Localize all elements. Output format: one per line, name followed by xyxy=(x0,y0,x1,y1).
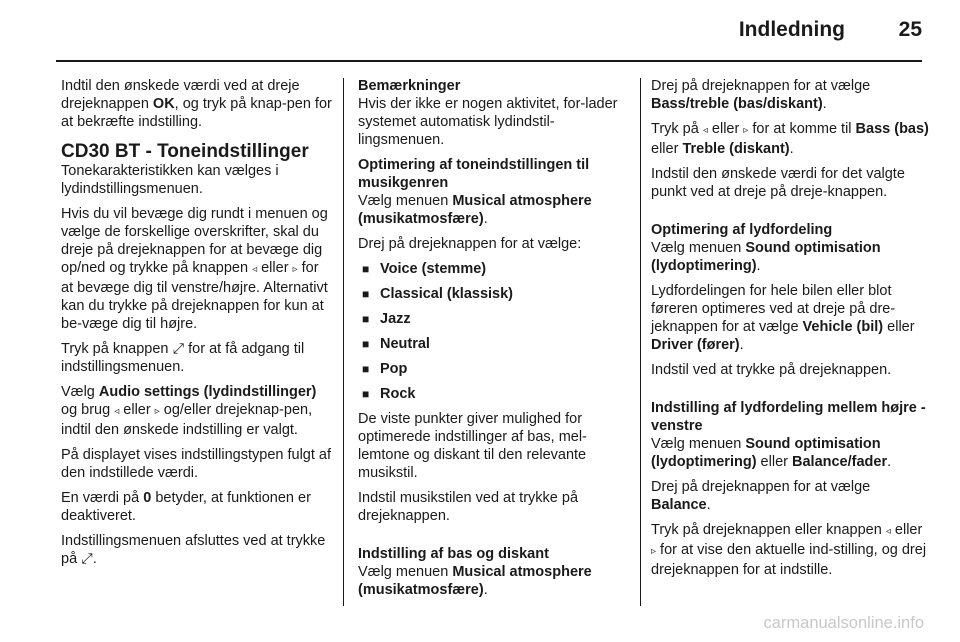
genre-list xyxy=(358,260,630,403)
column-2 xyxy=(358,77,630,606)
paragraph: Vælg menuen Musical atmosphere (musikatmosfære). xyxy=(358,193,592,227)
note-title: Bemærkninger xyxy=(358,78,461,94)
paragraph: Tryk på drejeknappen eller knappen ◃ eller ▹ for at vise den aktuelle ind-stilling, og drej drejeknappen for at indstille. xyxy=(651,522,927,578)
right-arrow-icon: ▹ xyxy=(651,546,657,557)
paragraph: En værdi på 0 betyder, at funktionen er deaktiveret. xyxy=(61,490,311,524)
settings-button-icon: ⤢ xyxy=(172,341,185,357)
paragraph: Hvis du vil bevæge dig rundt i menuen og vælge de forskellige overskrifter, skal du dreje på drejeknappen for at bevæge dig op/ned og trykke på knappen ◃ eller ▹ for at bevæge dig til venstre/højre. Alternativt kan du trykke på drejeknappen for kun at be-væge dig til højre. xyxy=(61,206,328,332)
right-arrow-icon: ▹ xyxy=(743,125,749,136)
left-arrow-icon: ◃ xyxy=(114,406,120,417)
watermark: carmanualsonline.info xyxy=(763,614,924,632)
paragraph: Vælg Audio settings (lydindstillinger) og brug ◃ eller ▹ og/eller drejeknap-pen, indtil den ønskede indstilling er valgt. xyxy=(61,384,317,438)
header-divider xyxy=(56,60,922,62)
column-1 xyxy=(61,77,333,575)
paragraph: Indstil ved at trykke på drejeknappen. xyxy=(651,362,892,378)
paragraph: Drej på drejeknappen for at vælge Bass/treble (bas/diskant). xyxy=(651,78,871,112)
paragraph: De viste punkter giver mulighed for optimerede indstillinger af bas, mel-lemtone og diskant til den relevante musikstil. xyxy=(358,411,587,481)
paragraph: Indtil den ønskede værdi ved at dreje drejeknappen OK, og tryk på knap-pen for at bekræfte indstilling. xyxy=(61,78,332,130)
list-item: ■ Voice (stemme) xyxy=(358,260,630,278)
note-text: Hvis der ikke er nogen aktivitet, for-lader systemet automatisk lydindstil-lingsmenuen. xyxy=(358,96,618,148)
settings-button-icon: ⤢ xyxy=(81,551,93,567)
paragraph: Lydfordelingen for hele bilen eller blot føreren optimeres ved at dreje på dre-jeknappen for at vælge Vehicle (bil) eller Driver (fører). xyxy=(651,283,915,353)
paragraph: Indstillingsmenuen afsluttes ved at trykke på ⤢. xyxy=(61,533,326,567)
right-arrow-icon: ▹ xyxy=(292,264,298,275)
list-item: ■ Rock xyxy=(358,385,630,403)
subheading: Optimering af toneindstillingen til musikgenren xyxy=(358,157,590,191)
paragraph: Vælg menuen Sound optimisation (lydoptimering). xyxy=(651,240,881,274)
column-divider-1 xyxy=(343,78,344,606)
paragraph: Drej på drejeknappen for at vælge Balance. xyxy=(651,479,871,513)
left-arrow-icon: ◃ xyxy=(702,125,708,136)
paragraph: Indstil den ønskede værdi for det valgte punkt ved at dreje på dreje-knappen. xyxy=(651,166,905,200)
column-divider-2 xyxy=(640,78,641,606)
left-arrow-icon: ◃ xyxy=(885,526,891,537)
paragraph: Indstil musikstilen ved at trykke på drejeknappen. xyxy=(358,490,579,524)
left-arrow-icon: ◃ xyxy=(252,264,258,275)
right-arrow-icon: ▹ xyxy=(154,406,160,417)
paragraph: På displayet vises indstillingstypen fulgt af den indstillede værdi. xyxy=(61,447,332,481)
column-3 xyxy=(651,77,929,586)
paragraph: Vælg menuen Musical atmosphere (musikatmosfære). xyxy=(358,564,592,598)
section-heading: CD30 BT - Toneindstillinger xyxy=(61,141,309,162)
paragraph: Tryk på ◃ eller ▹ for at komme til Bass (bas) eller Treble (diskant). xyxy=(651,121,929,157)
list-item: ■ Jazz xyxy=(358,310,630,328)
page-header-title: Indledning xyxy=(738,18,845,41)
paragraph: Drej på drejeknappen for at vælge: xyxy=(358,236,582,252)
list-item: ■ Neutral xyxy=(358,335,630,353)
subheading: Optimering af lydfordeling xyxy=(651,222,833,238)
paragraph: Tryk på knappen ⤢ for at få adgang til indstillingsmenuen. xyxy=(61,341,305,375)
list-item: ■ Classical (klassisk) xyxy=(358,285,630,303)
subheading: Indstilling af bas og diskant xyxy=(358,546,549,562)
paragraph: Tonekarakteristikken kan vælges i lydindstillingsmenuen. xyxy=(61,163,279,197)
paragraph: Vælg menuen Sound optimisation (lydoptimering) eller Balance/fader. xyxy=(651,436,892,470)
list-item: ■ Pop xyxy=(358,360,630,378)
subheading: Indstilling af lydfordeling mellem højre - venstre xyxy=(651,400,926,434)
page-number: 25 xyxy=(898,18,922,41)
